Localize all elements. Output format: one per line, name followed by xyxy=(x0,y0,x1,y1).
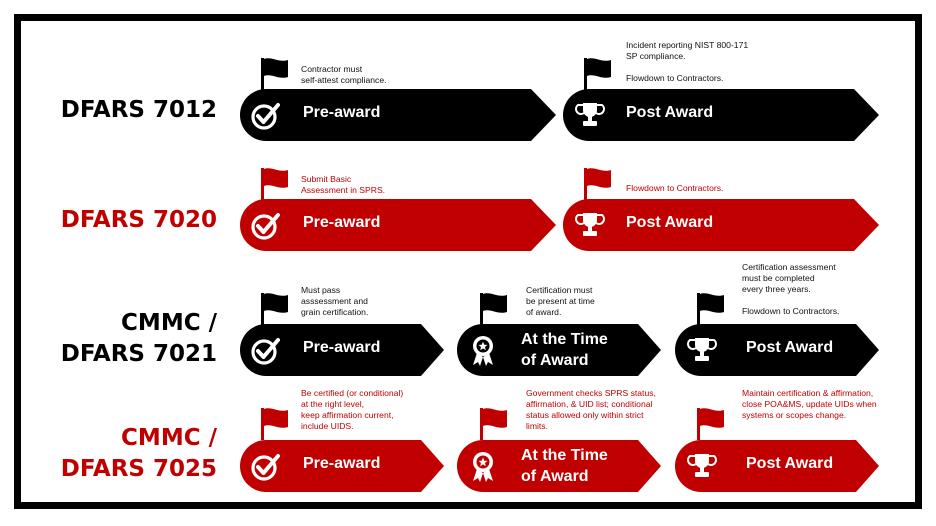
stage-label: Pre-award xyxy=(303,214,381,231)
stage-label: Pre-award xyxy=(303,455,381,472)
stage-label-line: At the Time xyxy=(521,447,608,464)
stage-arrow-pre-award xyxy=(240,324,444,376)
stage-label-line: of Award xyxy=(521,468,589,485)
row-label-line: CMMC / xyxy=(121,310,217,336)
stage-arrow-pre-award xyxy=(240,199,556,251)
stage-arrow-at-time-of-award xyxy=(457,324,661,376)
stage-note: Submit Basic Assessment in SPRS. xyxy=(301,174,386,195)
stage-arrow-post-award xyxy=(563,89,879,141)
stage-label: Pre-award xyxy=(303,104,381,121)
stage-note: Maintain certification & affirmation, close POA&MS, update UIDs when systems or scopes change. xyxy=(742,388,877,420)
row-label-dfars-7012 xyxy=(41,95,217,126)
stage-note: Must pass asssessment and grain certification. xyxy=(301,285,369,317)
row-label-line: DFARS 7012 xyxy=(60,97,217,123)
diagram-frame xyxy=(14,14,922,509)
stage-note: Certification must be present at time of award. xyxy=(526,285,595,317)
row-label-line: DFARS 7021 xyxy=(60,341,217,367)
stage-label xyxy=(521,445,608,487)
stage-label xyxy=(521,329,608,371)
stage-label: Post Award xyxy=(626,214,714,231)
row-label-line: DFARS 7020 xyxy=(60,207,217,233)
stage-note: Be certified (or conditional) at the right level, keep affirmation current, include UIDS. xyxy=(301,388,404,431)
stage-note: Government checks SPRS status, affirmation, & UID list; conditional status allowed only within strict limits. xyxy=(526,388,656,431)
stage-arrow-post-award xyxy=(675,324,879,376)
row-label-dfars-7025 xyxy=(41,423,217,485)
stage-label-line: At the Time xyxy=(521,331,608,348)
stage-arrow-at-time-of-award xyxy=(457,440,661,492)
stage-arrow-pre-award xyxy=(240,440,444,492)
stage-label: Post Award xyxy=(626,104,714,121)
stage-arrow-pre-award xyxy=(240,89,556,141)
stage-label: Pre-award xyxy=(303,339,381,356)
row-label-line: DFARS 7025 xyxy=(60,456,217,482)
row-label-line: CMMC / xyxy=(121,425,217,451)
stage-note: Certification assessment must be completed every three years. Flowdown to Contractors. xyxy=(742,262,840,316)
stage-note: Contractor must self-attest compliance. xyxy=(301,64,387,85)
stage-label-line: of Award xyxy=(521,352,589,369)
stage-note: Flowdown to Contractors. xyxy=(626,183,724,193)
stage-label: Post Award xyxy=(746,339,834,356)
stage-arrow-post-award xyxy=(675,440,879,492)
stage-note: Incident reporting NIST 800-171 SP compliance. Flowdown to Contractors. xyxy=(626,40,749,83)
stage-arrow-post-award xyxy=(563,199,879,251)
row-label-dfars-7020 xyxy=(41,205,217,236)
stage-label: Post Award xyxy=(746,455,834,472)
row-label-dfars-7021 xyxy=(41,308,217,370)
